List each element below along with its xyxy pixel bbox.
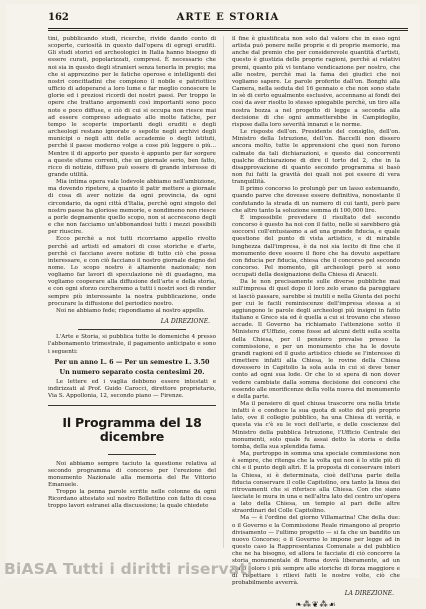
journal-title: ARTE E STORIA <box>176 12 280 23</box>
paragraph: Mia intima opera vale lodevole abbiamo nell'ambizione, ma dovendo ripetere, a quanto il patir mettere a giornale di cosa di aver notizie da ogni provincia, da ogni circondario, da ogni città d'Italia, perchè ogni singolo del nostro paese ha gloriose memorie, e nondimeno non riesce a porle degnamente quello scopo, non si accrescono degli e che non facciamo un'abbonandosi tutti i mezzi possibili per riuscire. <box>48 179 216 236</box>
page-header <box>48 12 408 26</box>
divider <box>78 329 186 330</box>
paragraph: Noi ne abbiamo fede; rispondiamo al nostro appello. <box>56 307 205 314</box>
single-issue-price: Un numero separato costa centesimi 20. <box>59 367 205 376</box>
signature: LA DIREZIONE. <box>160 318 210 326</box>
paragraph: Noi abbiamo sempre taciuto la questione relativa al secondo programma di concorso per l'erezione del monumento Nazionale alla memoria del Re Vittorio Emanuele. <box>48 460 216 488</box>
paragraph: È impossibile prevedere il risultato del secondo concorso è questo ha noi con il fatto, nelle si sarebbero già soccorsi coll'entusiasmo a ad una grande fiducia, e quale questione del punto di vista artistico, e di mirabile lunghezza dall'impresa, è da noi sia lecito di fine che il monumento deve essere il fiore che ha dovuto aspettare con fiducia per fiducia, chiesa che il concorso pel secondo concorso. Pel momento, gli archeologi però si sono occupati della designazione della Chiesa di Araceli. <box>232 214 400 279</box>
column-gutter <box>223 36 224 548</box>
subscription-notice: L'Arte e Storia, si pubblica tutte le domeniche 4 presso l'abbonamento trimestrale, il pagamento anticipato e sono i seguenti: <box>48 334 216 355</box>
section-title: Il Programma del 18 dicembre <box>62 414 202 444</box>
paragraph: il fine è giustificata non solo dal valore che in esso ogni artista può ponere nelle proprie e di proprie memorie, ma anche dal premio che per considerevole quantità d'artisti, questo è giustizia delle proprie ragioni, perchè ai relativi premi, quanto più vi tentano vendicazione per nostro, che alle nostre, perchè mai la fama dei giudici che noi vogliamo sapere. Le parole proferite dall'on. Bonghi alla Camera, nella seduta del 16 gennaio e che non sono state in sè di certo egualmente esclusive, accennano ai fondi dei così da aver risolto lo stesso spiegabile perchè, un tiro alla nostra bozza a nel progetto di legge a seconda alla decisione di che ogni ammetterebbe in Campidoglio, rispose dalla loro severità innanzi e le norme. <box>232 36 400 128</box>
paragraph: Ma, purtroppo in somma una speciale commissione non è sempre, che ritenga che la volta qui non è lo stile più di chi e il punto degli altri. E la proposta di conservare interi la Chiesa, si è determinata, cioè dell'una parte della fiducia conservare il colle Capitolino, ora tanto la linea dei ritrovamenti che si riferisce alla Chiesa. Con che siano lasciate le mura in una e nell'altra lato del centro un'opera a lato della Chiesa, un tempio al pari delle altre straordinari del Colle Capitolino. <box>232 451 400 515</box>
paragraph: tini, pubblicando studi, ricerche, rivide dando conto di scoperte, curiosità in questo dall'opera di egregi eruditi. Gli studi storici ed archeologici in Italia hanno bisogno di essere curati, popolarizzati, compresi. È necessario che noi sia in questo degli stranieri senza tenerla in pregio; ma che si apprezzino per le fatiche operose e intelligenti dei nostri concittadini che compiono il nobile e patriottico ufficio di adoperarsi a loro lume e far meglio conoscere le glorie ed i preziosi ricordi dei nostri paesi. Per troppo le opere che trattano argomenti così importanti sono poco note e poco diffuse, e ciò di cui si occupa non riesce mai ad essere compreso adeguato allo molte fatiche, per tempo le scoperte importanti degli eruditi e degli archeologi restano ignorate o sepolte negli archivi degli municipi o negli atti delle accademie o degli istituti, perchè il paese moderno volge a cose più leggere o più... Mentre il di apporto per questo è appunto per far sorgere a queste sfume correnti, che un giornale serio, ben fatto, ricco di notizie, diffuso può essere di grande interesse di grande utilità. <box>48 36 216 178</box>
header-rule-thin <box>48 30 408 31</box>
paragraph: Troppo la penna parole scritte nelle colonne da ogni Ricordano attestato sul nostro Bollettino con fatto di cosa troppo lavori estranei alla discussione; la quale chiedete <box>48 489 216 510</box>
ornament-divider: ❧⁂❦⁂☙ <box>295 600 337 609</box>
paragraph: Ma il pensiero di quel chiusa trascorre ora nella triste infatti è e conduce la sua quota di sotto del più proprio lato, ove il collegio pubblico, ha una Chiesa di verità, e questa via c'è su le voci dell'arte, e delle coscienze del Ministro della pubblica Istruzione, l'Ufficio Centrale dei monumenti, solo quale fu assai detto la storia e della tomba, della sua splendida fama. <box>232 400 400 450</box>
paragraph: Il primo concorso lo prolungò per un lasso estenuando, quando parve che dovesse essere definitiva, nonostante il confutando la strada di un numero di cui tanti, però pare che altro tanto la soluzione somma di 100,000 lire. <box>232 186 400 214</box>
archive-watermark: BiASA Tutti i diritti riservati <box>4 560 253 578</box>
right-column <box>232 36 400 609</box>
paragraph: Ma — è l'ordine del giorno Villamarina! Che della due: o il Governo e la Commissione Reale rimangono al proprio divisamento — l'ultimo progetto — si fa che un bandito un nuovo Concorso; o il Governo lo impone per legge ad in questo caso la Rappresentanza Comunale a del pubblico che ne ha bisogno, ed allora le facciate di ciò concorre la storia monumentale di Roma dovrà liberamente, ad un stato coloro i più sempre alle storiche di forza maggiore e di rispettare i rilievi fatti le nostre volte, ciò che probabilmente avverrà. <box>232 515 400 586</box>
signature: LA DIREZIONE. <box>344 590 394 598</box>
header-rule <box>48 28 408 29</box>
title-divider <box>108 454 156 455</box>
page-number: 162 <box>48 12 69 23</box>
divider <box>48 405 216 406</box>
subscription-prices: Per un anno L. 6 — Per un semestre L. 3.50 <box>54 357 210 366</box>
paragraph: Ecco perchè a noi tutti ricorriamo appello rivolto perchè ad artisti ed amatori di cose storiche e d'arte, perchè ci facciano avere notizie di tutto ciò che possa interessare, e con ciò facciano il nostro giornale degno del nome. Lo scopo nostro è altamente nazionale; non vogliamo far lavori di speculazione nè di guadagno, ma vogliamo cooperare alla diffusione dell'arte e della storia, e con ogni sforzo cercheremo a tutti i nostri soci di render sempre più interessante la nostra pubblicazione, onde procurare la diffusione del periodico nostro. <box>48 236 216 307</box>
address-notice: Le lettere ed i vaglia debbono essere intestati e indirizzati al Prof. Guido Carocci, direttore proprietario, Via S. Appollonia, 12, secondo piano — Firenze. <box>48 379 216 400</box>
paragraph: Le risposte dell'on. Presidente del consiglio, dell'on. Ministro della Istruzione, dell'on. Baccelli non dissero ancora molto, tutte le apprensioni che quei non furono calmate da tali dichiarazioni, e questo dai concorrenti qualche dichiarazione di dire il torto del 2, che in la disapprovazione di quanto secondo programma si basò non fui fatti la gravità dei quali noi poi essere di vera tranquillità. <box>232 129 400 186</box>
left-column <box>48 36 216 548</box>
paragraph: Da le non precisamente sulle diverse pubbliche mai sull'impresa di quel dopo il loro zelo erano da pareggiare si lasciò passare, sarebbe sì inutili e nella Giunta dei pochi per cui le facili reminiscenze dell'impresa stessa a si aggiungono le parole degli archeologi più insigni in fatto italiano e Greco sia ed è quella a cui si trovano che stesso accade. Il Governo ha richiamato l'attenzione sotto il Ministero d'Uffizio, come fosse ad alcuni detti sulla scelta della Chiesa, per il pensiero prevalse presso la commissione, e per un monumento che ha le dovute grandi ragioni ed il gusto artistico chiede se l'interesse di rimettere infatti alla Chiesa, le rovine della Chiesa dovessero in Capitolio la sola aula in cui si deve tener conto ad ogni sua lode. Or che lo si spera di non dover vedere cambiate dalla somma decisione dei concorsi che essendo alle onorificenze della volta nuova del monumento e della parte. <box>232 279 400 400</box>
